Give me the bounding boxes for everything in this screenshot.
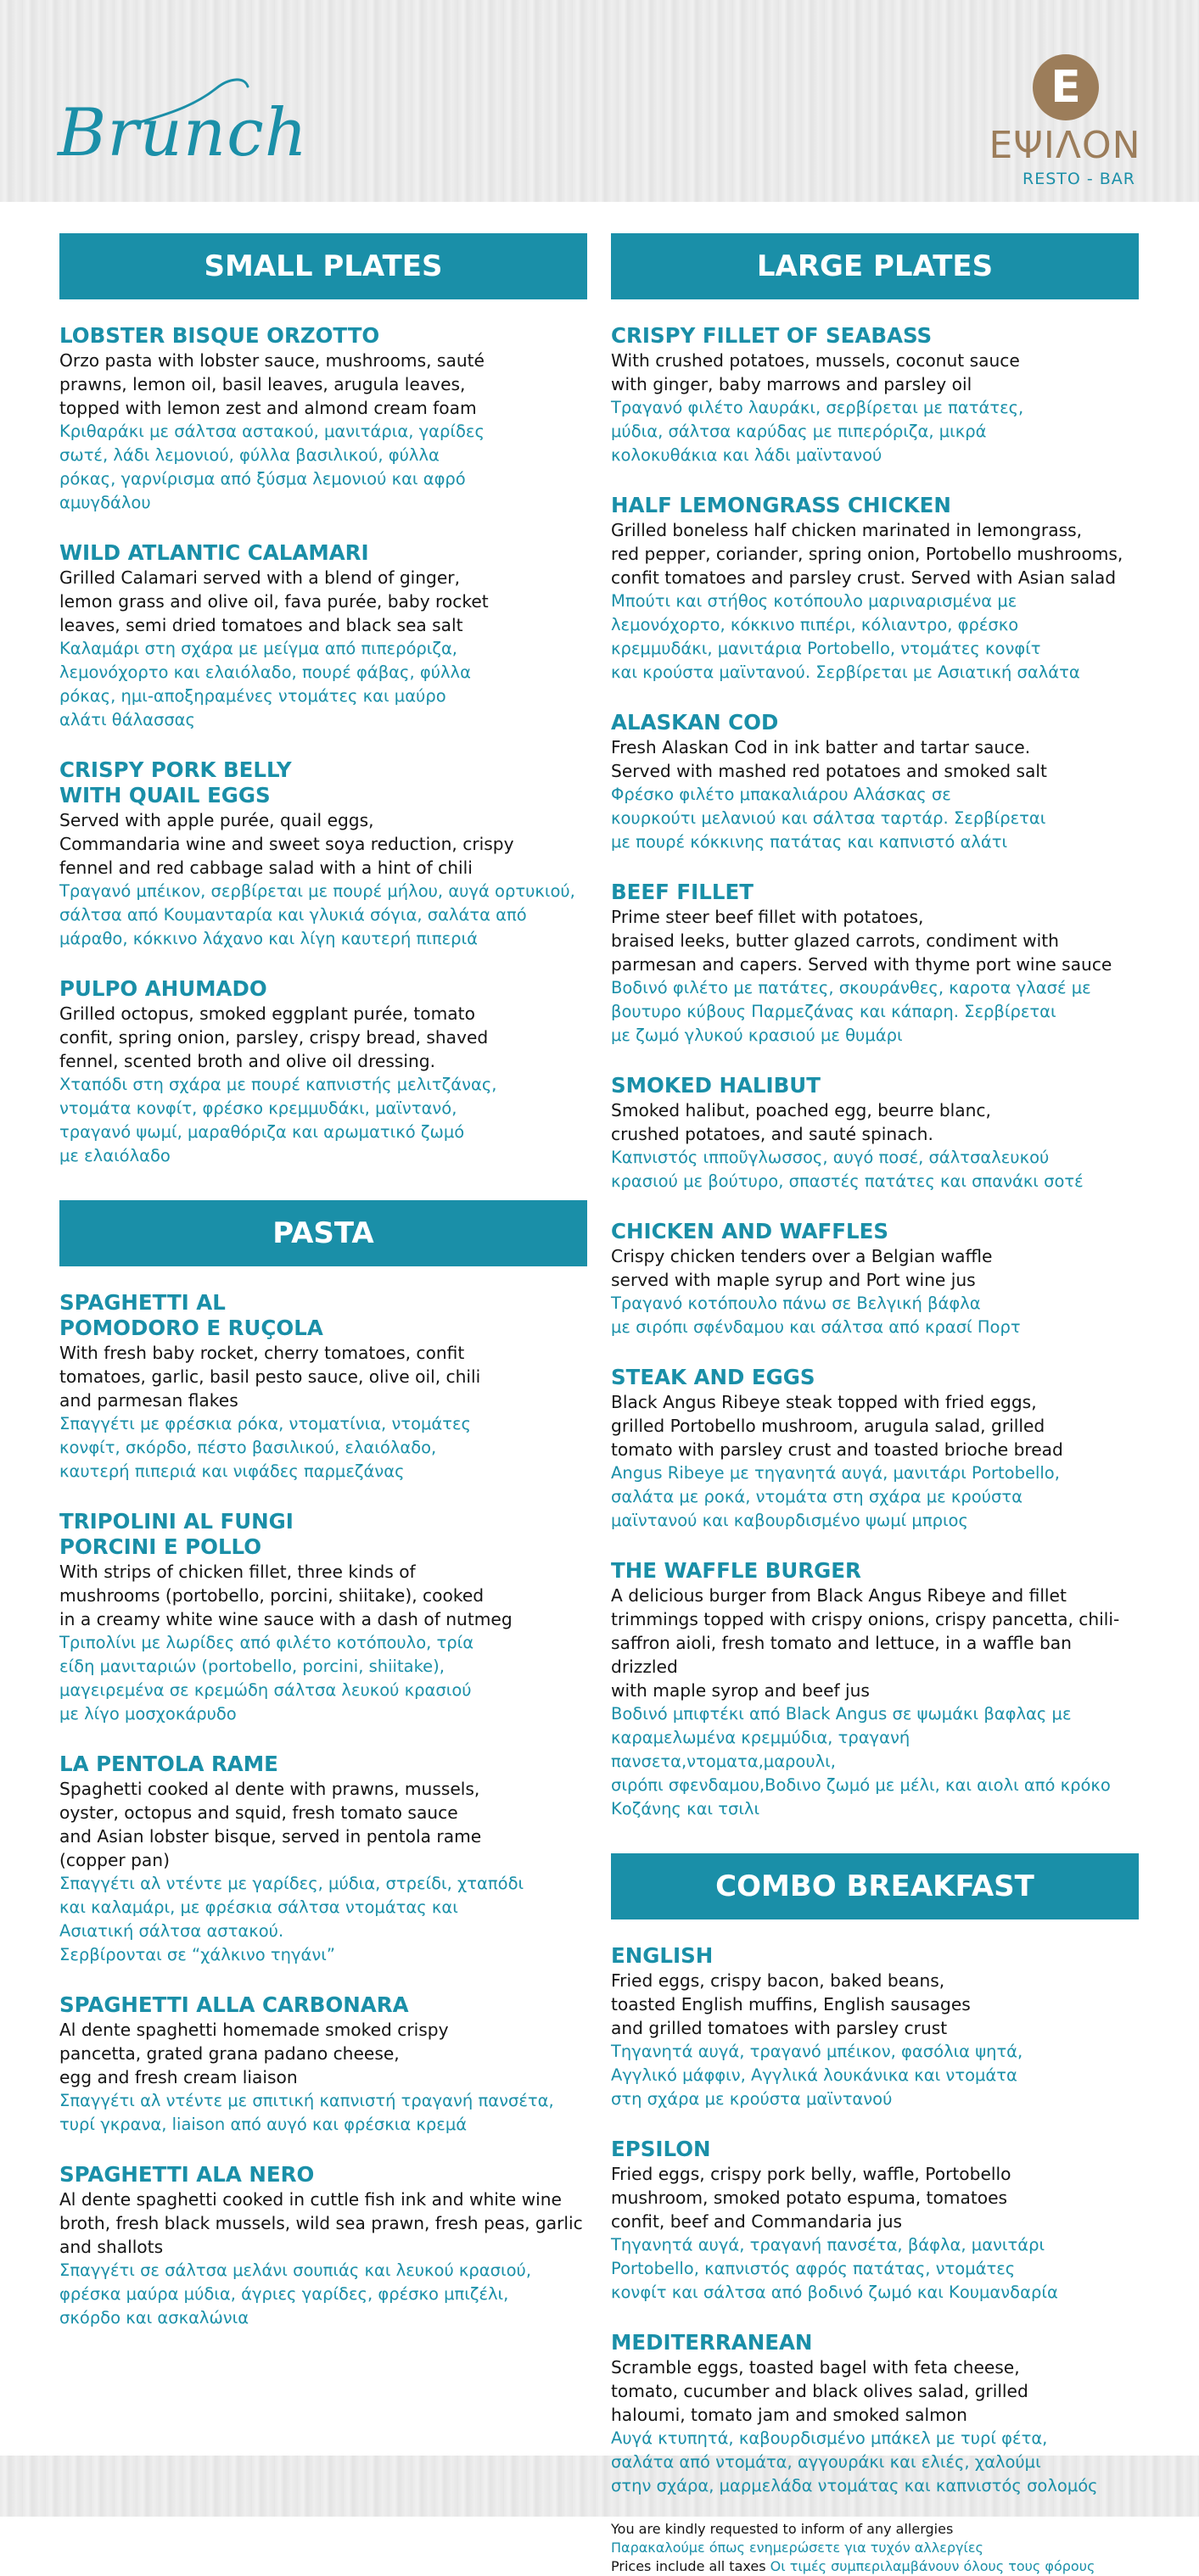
left-column (59, 233, 587, 2362)
restaurant-logo (984, 54, 1146, 190)
menu-item (59, 976, 587, 1168)
section-banner-large-plates: LARGE PLATES (611, 233, 1139, 299)
section-banner-small-plates: SMALL PLATES (59, 233, 587, 299)
menu-item-description-greek: Καπνιστός ιπποῦγλωσσος, αυγό ποσέ, σάλτσαλευκού κρασιού με βούτυρο, σπαστές πατάτες και σπανάκι σοτέ (611, 1148, 1084, 1191)
menu-item (59, 1290, 587, 1484)
menu-item-description-greek: Βοδινό μπιφτέκι από Black Angus σε ψωμάκι βαφλας με καραμελωμένα κρεμμύδια, τραγανή πανσετα,ντοματα,μαρουλι, σιρόπι σφενδαμου,Βοδινο ζωμό με μέλι, και αιολι από κρόκο Κοζάνης και τσιλι (611, 1704, 1111, 1819)
menu-item-description-greek: Τραγανό μπέικον, σερβίρεται με πουρέ μήλου, αυγά ορτυκιού, σάλτσα από Κουμανταρία και γλυκιά σόγια, σαλάτα από μάραθο, κόκκινο λάχανο και λίγη καυτερή πιπεριά (59, 881, 575, 948)
section-spacer (59, 1193, 587, 1200)
menu-item-description-greek: Σπαγγέτι με φρέσκια ρόκα, ντοματίνια, ντομάτες κονφίτ, σκόρδο, πέστο βασιλικού, ελαιόλαδο, καυτερή πιπεριά και νιφάδες παρμεζάνας (59, 1414, 472, 1481)
menu-item (59, 323, 587, 515)
taxes-note: Prices include all taxes (611, 2558, 766, 2574)
menu-item (59, 1509, 587, 1726)
menu-item (59, 540, 587, 732)
menu-item-name: PULPO AHUMADO (59, 976, 267, 1001)
menu-item-name: HALF LEMONGRASS CHICKEN (611, 493, 951, 517)
menu-item-name: THE WAFFLE BURGER (611, 1558, 861, 1583)
section-spacer (611, 1847, 1139, 1853)
menu-item-description-greek: Angus Ribeye με τηγανητά αυγά, μανιτάρι Portobello, σαλάτα με ροκά, ντομάτα στη σχάρα με κρούστα μαϊντανού και καβουρδισμένο ψωμί μπριος (611, 1463, 1060, 1530)
menu-item-name: SPAGHETTI ALA NERO (59, 2162, 315, 2187)
section-banner-pasta: PASTA (59, 1200, 587, 1266)
allergy-note-greek: Παρακαλούμε όπως ενημερώσετε για τυχόν αλλεργίες (611, 2540, 983, 2556)
menu-item-description-greek: Μπούτι και στήθος κοτόπουλο μαριναρισμένα με λεμονόχορτο, κόκκινο πιπέρι, κόλιαντρο, φρέσκο κρεμμυδάκι, μανιτάρια Portobello, ντομάτες κονφίτ και κρούστα μαϊντανού. Σερβίρεται με Ασιατική σαλάτα (611, 591, 1080, 682)
menu-item-name: ALASKAN COD (611, 710, 779, 735)
right-sections (611, 233, 1139, 2530)
logo-name: ΕΨΙΛΟΝ (989, 124, 1141, 167)
menu-item (611, 1365, 1139, 1533)
menu-item-name: EPSILON (611, 2137, 711, 2161)
menu-item-name: SPAGHETTI AL POMODORO E RUÇOLA (59, 1290, 323, 1340)
menu-item (611, 1558, 1139, 1821)
menu-item (611, 323, 1139, 467)
menu-item (611, 2137, 1139, 2305)
menu-item-name: ENGLISH (611, 1943, 714, 1968)
menu-item-description: Prime steer beef fillet with potatoes, braised leeks, butter glazed carrots, condiment with parmesan and capers. Served with thyme port wine sauce (611, 907, 1112, 975)
menu-item (59, 1752, 587, 1967)
menu-item-description: Al dente spaghetti homemade smoked crispy pancetta, grated grana padano cheese, egg and fresh cream liaison (59, 2020, 449, 2087)
menu-item-description: Grilled octopus, smoked eggplant purée, tomato confit, spring onion, parsley, crispy bread, shaved fennel, scented broth and olive oil dressing. (59, 1003, 489, 1071)
menu-item-description: With fresh baby rocket, cherry tomatoes, confit tomatoes, garlic, basil pesto sauce, olive oil, chili and parmesan flakes (59, 1343, 481, 1411)
section-spacer (59, 2355, 587, 2362)
menu-item-description-greek: Τραγανό κοτόπουλο πάνω σε Βελγική βάφλα με σιρόπι σφένδαμου και σάλτσα από κρασί Πορτ (611, 1294, 1021, 1337)
menu-item (59, 757, 587, 951)
menu-item-description-greek: Σπαγγέτι σε σάλτσα μελάνι σουπιάς και λευκού κρασιού, φρέσκα μαύρα μύδια, άγριες γαρίδες, φρέσκο μπιζέλι, σκόρδο και ασκαλώνια (59, 2260, 532, 2327)
menu-item-name: SMOKED HALIBUT (611, 1073, 821, 1098)
menu-item (611, 1943, 1139, 2111)
right-column (611, 233, 1139, 2576)
menu-item-name: CRISPY FILLET OF SEABASS (611, 323, 933, 348)
menu-item-description: Al dente spaghetti cooked in cuttle fish ink and white wine broth, fresh black mussels, wild sea prawn, fresh peas, garlic and shallots (59, 2189, 583, 2257)
menu-item (59, 2162, 587, 2330)
menu-item-description: Scramble eggs, toasted bagel with feta cheese, tomato, cucumber and black olives salad, grilled haloumi, tomato jam and smoked salmon (611, 2357, 1028, 2425)
taxes-note-greek: Οι τιμές συμπεριλαμβάνουν όλους τους φόρους (770, 2558, 1095, 2574)
logo-subtitle: RESTO - BAR (1023, 170, 1135, 188)
menu-item-description-greek: Χταπόδι στη σχάρα με πουρέ καπνιστής μελιτζάνας, ντομάτα κονφίτ, φρέσκο κρεμμυδάκι, μαϊντανό, τραγανό ψωμί, μαραθόριζα και αρωματικό ζωμό με ελαιόλαδο (59, 1075, 497, 1165)
menu-item-description: Black Angus Ribeye steak topped with fried eggs, grilled Portobello mushroom, arugula salad, grilled tomato with parsley crust and toasted brioche bread (611, 1392, 1063, 1460)
menu-item-description: Served with apple purée, quail eggs, Commandaria wine and sweet soya reduction, crispy fennel and red cabbage salad with a hint of chili (59, 810, 514, 878)
menu-item-description-greek: Καλαμάρι στη σχάρα με μείγμα από πιπερόριζα, λεμονόχορτο και ελαιόλαδο, πουρέ φάβας, φύλλα ρόκας, ημι-αποξηραμένες ντομάτες και μαύρο αλάτι θάλασσας (59, 639, 471, 729)
allergy-note: You are kindly requested to inform of any allergies (611, 2521, 954, 2537)
menu-item (611, 493, 1139, 685)
menu-item-name: MEDITERRANEAN (611, 2330, 813, 2355)
menu-item-name: WILD ATLANTIC CALAMARI (59, 540, 369, 565)
page-title: Brunch (58, 95, 308, 171)
menu-item (611, 2330, 1139, 2498)
menu-item-description-greek: Φρέσκο φιλέτο μπακαλιάρου Αλάσκας σε κουρκούτι μελανιού και σάλτσα ταρτάρ. Σερβίρεται με πουρέ κόκκινης πατάτας και καπνιστό αλάτι (611, 785, 1046, 852)
title-swash-icon (136, 71, 255, 131)
logo-emblem: Ε (1033, 54, 1099, 120)
menu-item (611, 1219, 1139, 1339)
menu-item-name: LOBSTER BISQUE ORZOTTO (59, 323, 380, 348)
taxes-note-line (611, 2557, 1139, 2576)
menu-item-name: CHICKEN AND WAFFLES (611, 1219, 889, 1243)
menu-item-description: Smoked halibut, poached egg, beurre blanc, crushed potatoes, and sauté spinach. (611, 1100, 991, 1144)
menu-item-description-greek: Τηγανητά αυγά, τραγανή πανσέτα, βάφλα, μανιτάρι Portobello, καπνιστός αφρός πατάτας, ντομάτες κονφίτ και σάλτσα από βοδινό ζωμό και Κουμανδαρία (611, 2235, 1058, 2302)
menu-item-description: With strips of chicken fillet, three kinds of mushrooms (portobello, porcini, shiitake), cooked in a creamy white wine sauce with a dash of nutmeg (59, 1562, 513, 1629)
menu-item-name: TRIPOLINI AL FUNGI PORCINI E POLLO (59, 1509, 294, 1559)
menu-item-description: Crispy chicken tenders over a Belgian waffle served with maple syrup and Port wine jus (611, 1246, 993, 1290)
menu-item-description: With crushed potatoes, mussels, coconut sauce with ginger, baby marrows and parsley oil (611, 350, 1020, 394)
menu-item-description: Fried eggs, crispy pork belly, waffle, Portobello mushroom, smoked potato espuma, tomatoes confit, beef and Commandaria jus (611, 2164, 1011, 2232)
menu-item-name: BEEF FILLET (611, 880, 754, 904)
menu-item-description: Grilled boneless half chicken marinated in lemongrass, red pepper, coriander, spring onion, Portobello mushrooms, confit tomatoes and parsley crust. Served with Asian salad (611, 520, 1123, 588)
menu-item-description: Fried eggs, crispy bacon, baked beans, toasted English muffins, English sausages and grilled tomatoes with parsley crust (611, 1970, 971, 2038)
menu-item-name: STEAK AND EGGS (611, 1365, 815, 1389)
menu-item-description-greek: Σπαγγέτι αλ ντέντε με γαρίδες, μύδια, στρείδι, χταπόδι και καλαμάρι, με φρέσκια σάλτσα ντομάτας και Ασιατική σάλτσα αστακού. Σερβίρονται σε “χάλκινο τηγάνι” (59, 1874, 524, 1964)
menu-item-name: SPAGHETTI ALLA CARBONARA (59, 1992, 409, 2017)
menu-item-description-greek: Αυγά κτυπητά, καβουρδισμένο μπάκελ με τυρί φέτα, σαλάτα από ντομάτα, αγγουράκι και ελιές, χαλούμι στην σχάρα, μαρμελάδα ντομάτας και καπνιστός σολομός (611, 2428, 1098, 2495)
menu-item-description: A delicious burger from Black Angus Ribeye and fillet trimmings topped with crispy onions, crispy pancetta, chili- saffron aioli, fresh tomato and lettuce, in a waffle ban drizzled with maple syrop and beef jus (611, 1585, 1120, 1701)
section-banner-combo-breakfast: COMBO BREAKFAST (611, 1853, 1139, 1919)
menu-item (59, 1992, 587, 2137)
menu-item-description-greek: Τηγανητά αυγά, τραγανό μπέικον, φασόλια ψητά, Αγγλικό μάφφιν, Αγγλικά λουκάνικα και ντομάτα στη σχάρα με κρούστα μαϊντανού (611, 2042, 1023, 2109)
menu-item-description-greek: Τριπολίνι με λωρίδες από φιλέτο κοτόπουλο, τρία είδη μανιταριών (portobello, porcini, shiitake), μαγειρεμένα σε κρεμώδη σάλτσα λευκού κρασιού με λίγο μοσχοκάρυδο (59, 1633, 474, 1724)
menu-item-description-greek: Βοδινό φιλέτο με πατάτες, σκουράνθες, καροτα γλασέ με βουτυρο κύβους Παρμεζάνας και κάπαρη. Σερβίρεται με ζωμό γλυκού κρασιού με θυμάρι (611, 978, 1091, 1045)
menu-item-description-greek: Σπαγγέτι αλ ντέντε με σπιτική καπνιστή τραγανή πανσέτα, τυρί γκρανα, liaison από αυγό και φρέσκια κρεμά (59, 2091, 554, 2134)
menu-item-name: CRISPY PORK BELLY WITH QUAIL EGGS (59, 757, 292, 807)
menu-item (611, 1073, 1139, 1193)
menu-item (611, 880, 1139, 1048)
menu-item-description: Orzo pasta with lobster sauce, mushrooms, sauté prawns, lemon oil, basil leaves, arugula leaves, topped with lemon zest and almond cream foam (59, 350, 485, 418)
menu-item-description: Spaghetti cooked al dente with prawns, mussels, oyster, octopus and squid, fresh tomato sauce and Asian lobster bisque, served in pentola rame (copper pan) (59, 1779, 482, 1870)
menu-item-name: LA PENTOLA RAME (59, 1752, 278, 1776)
menu-item-description-greek: Τραγανό φιλέτο λαυράκι, σερβίρεται με πατάτες, μύδια, σάλτσα καρύδας με πιπερόριζα, μικρά κολοκυθάκια και λάδι μαϊντανού (611, 398, 1024, 465)
menu-item-description: Fresh Alaskan Cod in ink batter and tartar sauce. Served with mashed red potatoes and smoked salt (611, 737, 1047, 781)
menu-item-description-greek: Κριθαράκι με σάλτσα αστακού, μανιτάρια, γαρίδες σωτέ, λάδι λεμονιού, φύλλα βασιλικού, φύλλα ρόκας, γαρνίρισμα από ξύσμα λεμονιού και αφρό αμυγδάλου (59, 422, 485, 512)
footer-notes (611, 2520, 1139, 2576)
menu-item-description: Grilled Calamari served with a blend of ginger, lemon grass and olive oil, fava purée, baby rocket leaves, semi dried tomatoes and black sea salt (59, 567, 489, 635)
menu-item (611, 710, 1139, 854)
